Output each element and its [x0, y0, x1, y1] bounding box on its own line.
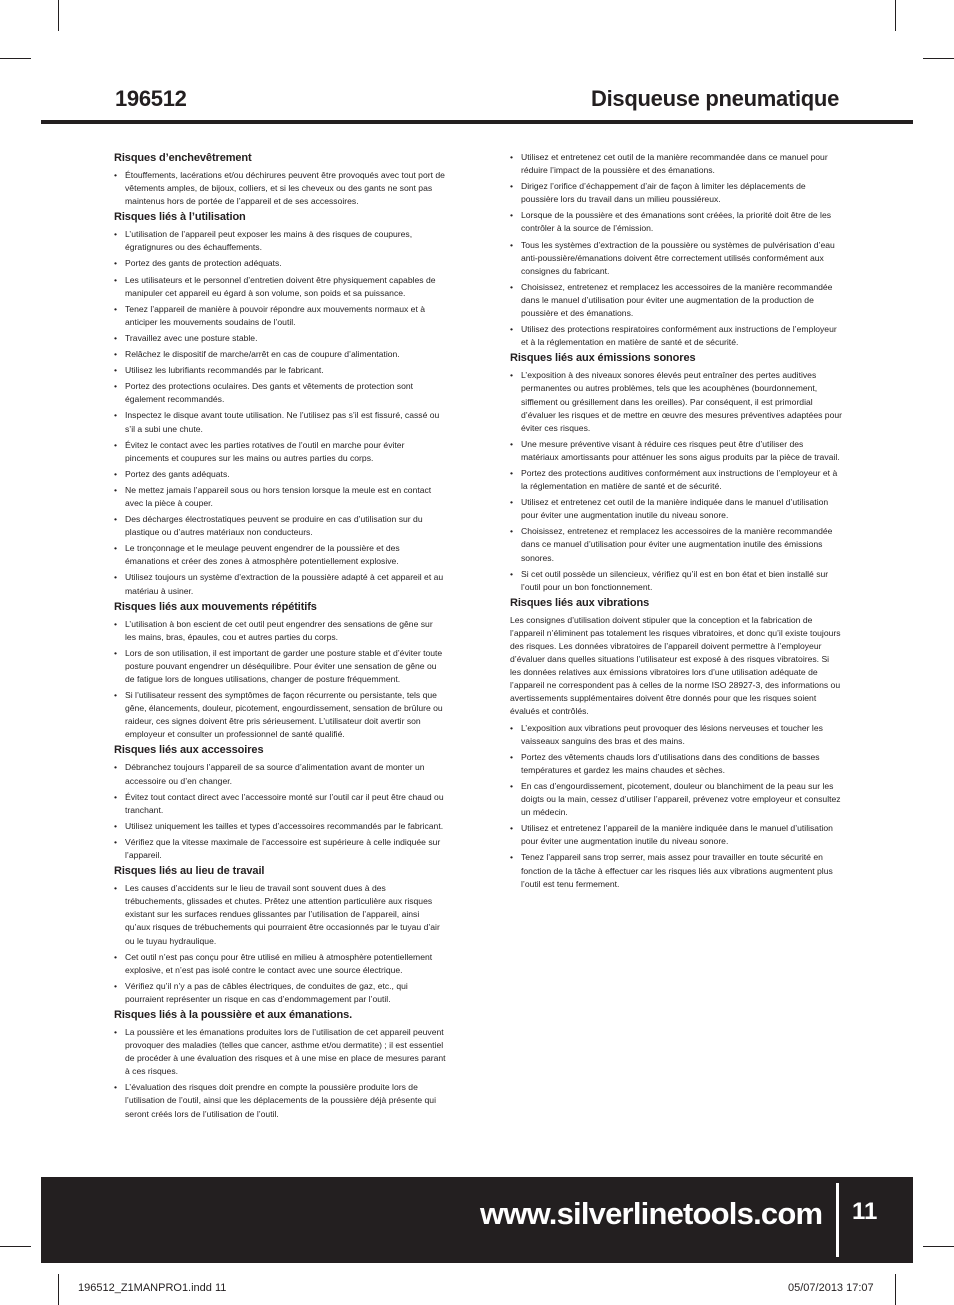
bullet-item: • Tenez l’appareil de manière à pouvoir répondre aux mouvements normaux et à anticiper les mouvements soudains de l’outil.	[114, 303, 446, 329]
bullet-item: • Les causes d’accidents sur le lieu de travail sont souvent dues à des trébuchements, glissades et chutes. Prêtez une attention particulière aux risques existant sur les surfaces rendues glissantes par l’utilisation de l’appareil, ainsi qu’aux risques de trébuchements qui pourraient être occasionnés par le tuyau d’air ou le tuyau hydraulique.	[114, 882, 446, 947]
bullet-item: • Étouffements, lacérations et/ou déchirures peuvent être provoqués avec tout port de vêtements amples, de bijoux, colliers, et si les cheveux ou des gants ne sont pas maintenus hors de portée de l’appareil et de ses accessoires.	[114, 169, 446, 208]
bullet-item: • Portez des vêtements chauds lors d’utilisations dans des conditions de basses températures et gardez les mains chaudes et sèches.	[510, 751, 842, 777]
website-url[interactable]: www.silverlinetools.com	[480, 1196, 823, 1231]
bullet-item: • Portez des protections auditives conformément aux instructions de l’employeur et à la réglementation en matière de santé et de sécurité.	[510, 467, 842, 493]
footer-divider	[836, 1183, 839, 1257]
print-slug-file: 196512_Z1MANPRO1.indd 11	[78, 1282, 227, 1294]
crop-mark-top-right-h	[923, 58, 954, 59]
bullet-item: • Ne mettez jamais l’appareil sous ou hors tension lorsque la meule est en contact avec la pièce à couper.	[114, 484, 446, 510]
bullet-list	[114, 882, 446, 1006]
bullet-item: • Si cet outil possède un silencieux, vérifiez qu’il est en bon état et bien installé sur l’outil pour un bon fonctionnement.	[510, 568, 842, 594]
bullet-item: • Inspectez le disque avant toute utilisation. Ne l’utilisez pas s’il est fissuré, cassé ou s’il a subi une chute.	[114, 409, 446, 435]
bullet-item: • Vérifiez que la vitesse maximale de l’accessoire est supérieure à celle indiquée sur l’appareil.	[114, 836, 446, 862]
section-heading: Risques liés aux mouvements répétitifs	[114, 600, 317, 613]
section-paragraph: Les consignes d’utilisation doivent stipuler que la conception et la fabrication de l’appareil n’éliminent pas totalement les risques vibratoires, et donc qu’il existe toujours des risques. Les données vibratoires de l’appareil doivent permettre à l’employeur d’évaluer dans quelles situations l’utilisateur est exposé à des risques vibratoires. Si les données relatives aux émissions vibratoires lors d’une utilisation adéquate de l’appareil ne correspondent pas à celles de la norme ISO 28927-3, des informations ou avertissements supplémentaires doivent être donnés pour que les risques soient évalués et contrôlés.	[510, 614, 841, 717]
page-header	[115, 86, 839, 116]
crop-mark-bottom-left-v	[58, 1274, 59, 1305]
bullet-item: • Utilisez et entretenez cet outil de la manière indiquée dans le manuel d’utilisation pour éviter une augmentation inutile du niveau sonore.	[510, 496, 842, 522]
bullet-item: • La poussière et les émanations produites lors de l’utilisation de cet appareil peuvent provoquer des maladies (telles que cancer, asthme et/ou dermatite) ; il est essentiel de procéder à une évaluation des risques et à une mise en place de mesures parant à ces risques.	[114, 1026, 446, 1078]
section-heading: Risques liés aux accessoires	[114, 744, 264, 757]
bullet-item: • Les utilisateurs et le personnel d’entretien doivent être physiquement capables de manipuler cet appareil eu égard à son volume, son poids et sa puissance.	[114, 274, 446, 300]
crop-mark-top-right-v	[895, 0, 896, 31]
bullet-list	[510, 722, 842, 891]
bullet-list	[510, 369, 842, 594]
bullet-item: • Utilisez les lubrifiants recommandés par le fabricant.	[114, 364, 446, 377]
bullet-item: • Si l’utilisateur ressent des symptômes de façon récurrente ou persistante, tels que gêne, élancements, douleur, picotement, engourdissement, sensation de brûlure ou raideur, ces signes doivent être pris sérieusement. L’utilisateur doit avertir son employeur et consulter un professionnel de santé qualifié.	[114, 689, 446, 741]
bullet-item: • Utilisez et entretenez l’appareil de la manière indiquée dans le manuel d’utilisation pour éviter une augmentation inutile du niveau sonore.	[510, 822, 842, 848]
bullet-list	[114, 761, 446, 862]
bullet-item: • Portez des protections oculaires. Des gants et vêtements de protection sont également recommandés.	[114, 380, 446, 406]
bullet-item: • Portez des gants adéquats.	[114, 468, 446, 481]
crop-mark-top-left-v	[58, 0, 59, 31]
print-slug-date: 05/07/2013 17:07	[788, 1282, 874, 1294]
section-heading: Risques liés aux vibrations	[510, 596, 650, 609]
bullet-item: • Portez des gants de protection adéquats.	[114, 257, 446, 270]
bullet-item: • Choisissez, entretenez et remplacez les accessoires de la manière recommandée dans le manuel d’utilisation pour éviter une augmentation de la production de poussière et des émanations.	[510, 281, 842, 320]
bullet-item: • Utilisez des protections respiratoires conformément aux instructions de l’employeur et à la réglementation en matière de santé et de sécurité.	[510, 323, 842, 349]
page-number: 11	[852, 1198, 878, 1225]
crop-mark-bottom-right-h	[923, 1246, 954, 1247]
bullet-item: • Tous les systèmes d’extraction de la poussière ou systèmes de pulvérisation d’eau anti-poussière/émanations doivent être correctement utilisés conformément aux consignes du fabricant.	[510, 239, 842, 278]
bullet-item: • Utilisez et entretenez cet outil de la manière recommandée dans ce manuel pour réduire l’impact de la poussière et des émanations.	[510, 151, 842, 177]
bullet-item: • Une mesure préventive visant à réduire ces risques peut être d’utiliser des matériaux amortissants pour atténuer les sons aigus produits par la pièce de travail.	[510, 438, 842, 464]
bullet-item: • L’utilisation à bon escient de cet outil peut engendrer des sensations de gêne sur les mains, bras, épaules, cou et autres parties du corps.	[114, 618, 446, 644]
section-heading: Risques liés au lieu de travail	[114, 865, 265, 878]
bullet-item: • L’évaluation des risques doit prendre en compte la poussière produite lors de l’utilisation de l’outil, ainsi que les déplacements de la poussière déjà présente qui seront créés lors de l’utilisation de l’outil.	[114, 1081, 446, 1120]
header-rule	[41, 120, 913, 124]
bullet-item: • Des décharges électrostatiques peuvent se produire en cas d’utilisation sur du plastique ou d’autres matériaux non conducteurs.	[114, 513, 446, 539]
bullet-item: • Choisissez, entretenez et remplacez les accessoires de la manière recommandée dans ce manuel d’utilisation pour éviter une augmentation inutile des émissions sonores.	[510, 525, 842, 564]
model-number: 196512	[115, 86, 187, 111]
section-heading: Risques d’enchevêtrement	[114, 152, 252, 164]
right-column	[510, 151, 842, 894]
bullet-item: • Évitez tout contact direct avec l’accessoire monté sur l’outil car il peut être chaud ou tranchant.	[114, 791, 446, 817]
bullet-item: • Évitez le contact avec les parties rotatives de l’outil en marche pour éviter pincements et coupures sur les mains ou autres parties du corps.	[114, 439, 446, 465]
bullet-item: • Lors de son utilisation, il est important de garder une posture stable et d’éviter toute posture pouvant engendrer un déséquilibre. Pour éviter une sensation de gêne ou de fatigue lors de longues utilisations, changer de posture fréquemment.	[114, 647, 446, 686]
bullet-item: • Vérifiez qu’il n’y a pas de câbles électriques, de conduites de gaz, etc., qui pourraient représenter un risque en cas d’endommagement par l’outil.	[114, 980, 446, 1006]
crop-mark-bottom-left-h	[0, 1246, 31, 1247]
bullet-list	[114, 618, 446, 742]
bullet-item: • Utilisez toujours un système d’extraction de la poussière adapté à cet appareil et au matériau à usiner.	[114, 571, 446, 597]
bullet-item: • L’utilisation de l’appareil peut exposer les mains à des risques de coupures, égratignures ou des échauffements.	[114, 228, 446, 254]
bullet-item: • L’exposition à des niveaux sonores élevés peut entraîner des pertes auditives permanentes ou autres problèmes, tels que les acouphènes (bourdonnement, sifflement ou grésillement dans les oreilles). Par conséquent, il est primordial d’évaluer les risques et de mettre en œuvre des mesures préventives adaptées pour éviter ces risques.	[510, 369, 842, 434]
bullet-item: • Débranchez toujours l’appareil de sa source d’alimentation avant de monter un accessoire ou d’en changer.	[114, 761, 446, 787]
crop-mark-bottom-right-v	[895, 1274, 896, 1305]
bullet-item: • Lorsque de la poussière et des émanations sont créées, la priorité doit être de les contrôler à la source de l’émission.	[510, 209, 842, 235]
section-heading: Risques liés à l’utilisation	[114, 211, 246, 224]
bullet-item: • Dirigez l’orifice d’échappement d’air de façon à limiter les déplacements de poussière lors du travail dans un milieu poussiéreux.	[510, 180, 842, 206]
section-heading: Risques liés aux émissions sonores	[510, 352, 696, 365]
bullet-item: • Tenez l’appareil sans trop serrer, mais assez pour travailler en toute sécurité en fonction de la tâche à effectuer car les risques liés aux vibrations augmentent plus l’outil est tenu fermement.	[510, 851, 842, 890]
bullet-list	[114, 1026, 446, 1121]
bullet-item: • Relâchez le dispositif de marche/arrêt en cas de coupure d’alimentation.	[114, 348, 446, 361]
bullet-list	[114, 169, 446, 208]
page-title: Disqueuse pneumatique	[591, 86, 839, 111]
bullet-item: • Le tronçonnage et le meulage peuvent engendrer de la poussière et des émanations et créer des zones à atmosphère potentiellement explosive.	[114, 542, 446, 568]
bullet-item: • Utilisez uniquement les tailles et types d’accessoires recommandés par le fabricant.	[114, 820, 446, 833]
bullet-item: • Travaillez avec une posture stable.	[114, 332, 446, 345]
bullet-list	[510, 151, 842, 349]
bullet-item: • L’exposition aux vibrations peut provoquer des lésions nerveuses et toucher les vaisseaux sanguins des bras et des mains.	[510, 722, 842, 748]
bullet-item: • Cet outil n’est pas conçu pour être utilisé en milieu à atmosphère potentiellement explosive, et n’est pas isolé contre le contact avec une source électrique.	[114, 951, 446, 977]
crop-mark-top-left-h	[0, 58, 31, 59]
bullet-list	[114, 228, 446, 597]
left-column	[114, 152, 446, 1124]
bullet-item: • En cas d’engourdissement, picotement, douleur ou blanchiment de la peau sur les doigts ou la main, cessez d’utiliser l’appareil, prévenez votre employeur et consultez un médecin.	[510, 780, 842, 819]
section-heading: Risques liés à la poussière et aux émanations.	[114, 1008, 353, 1021]
